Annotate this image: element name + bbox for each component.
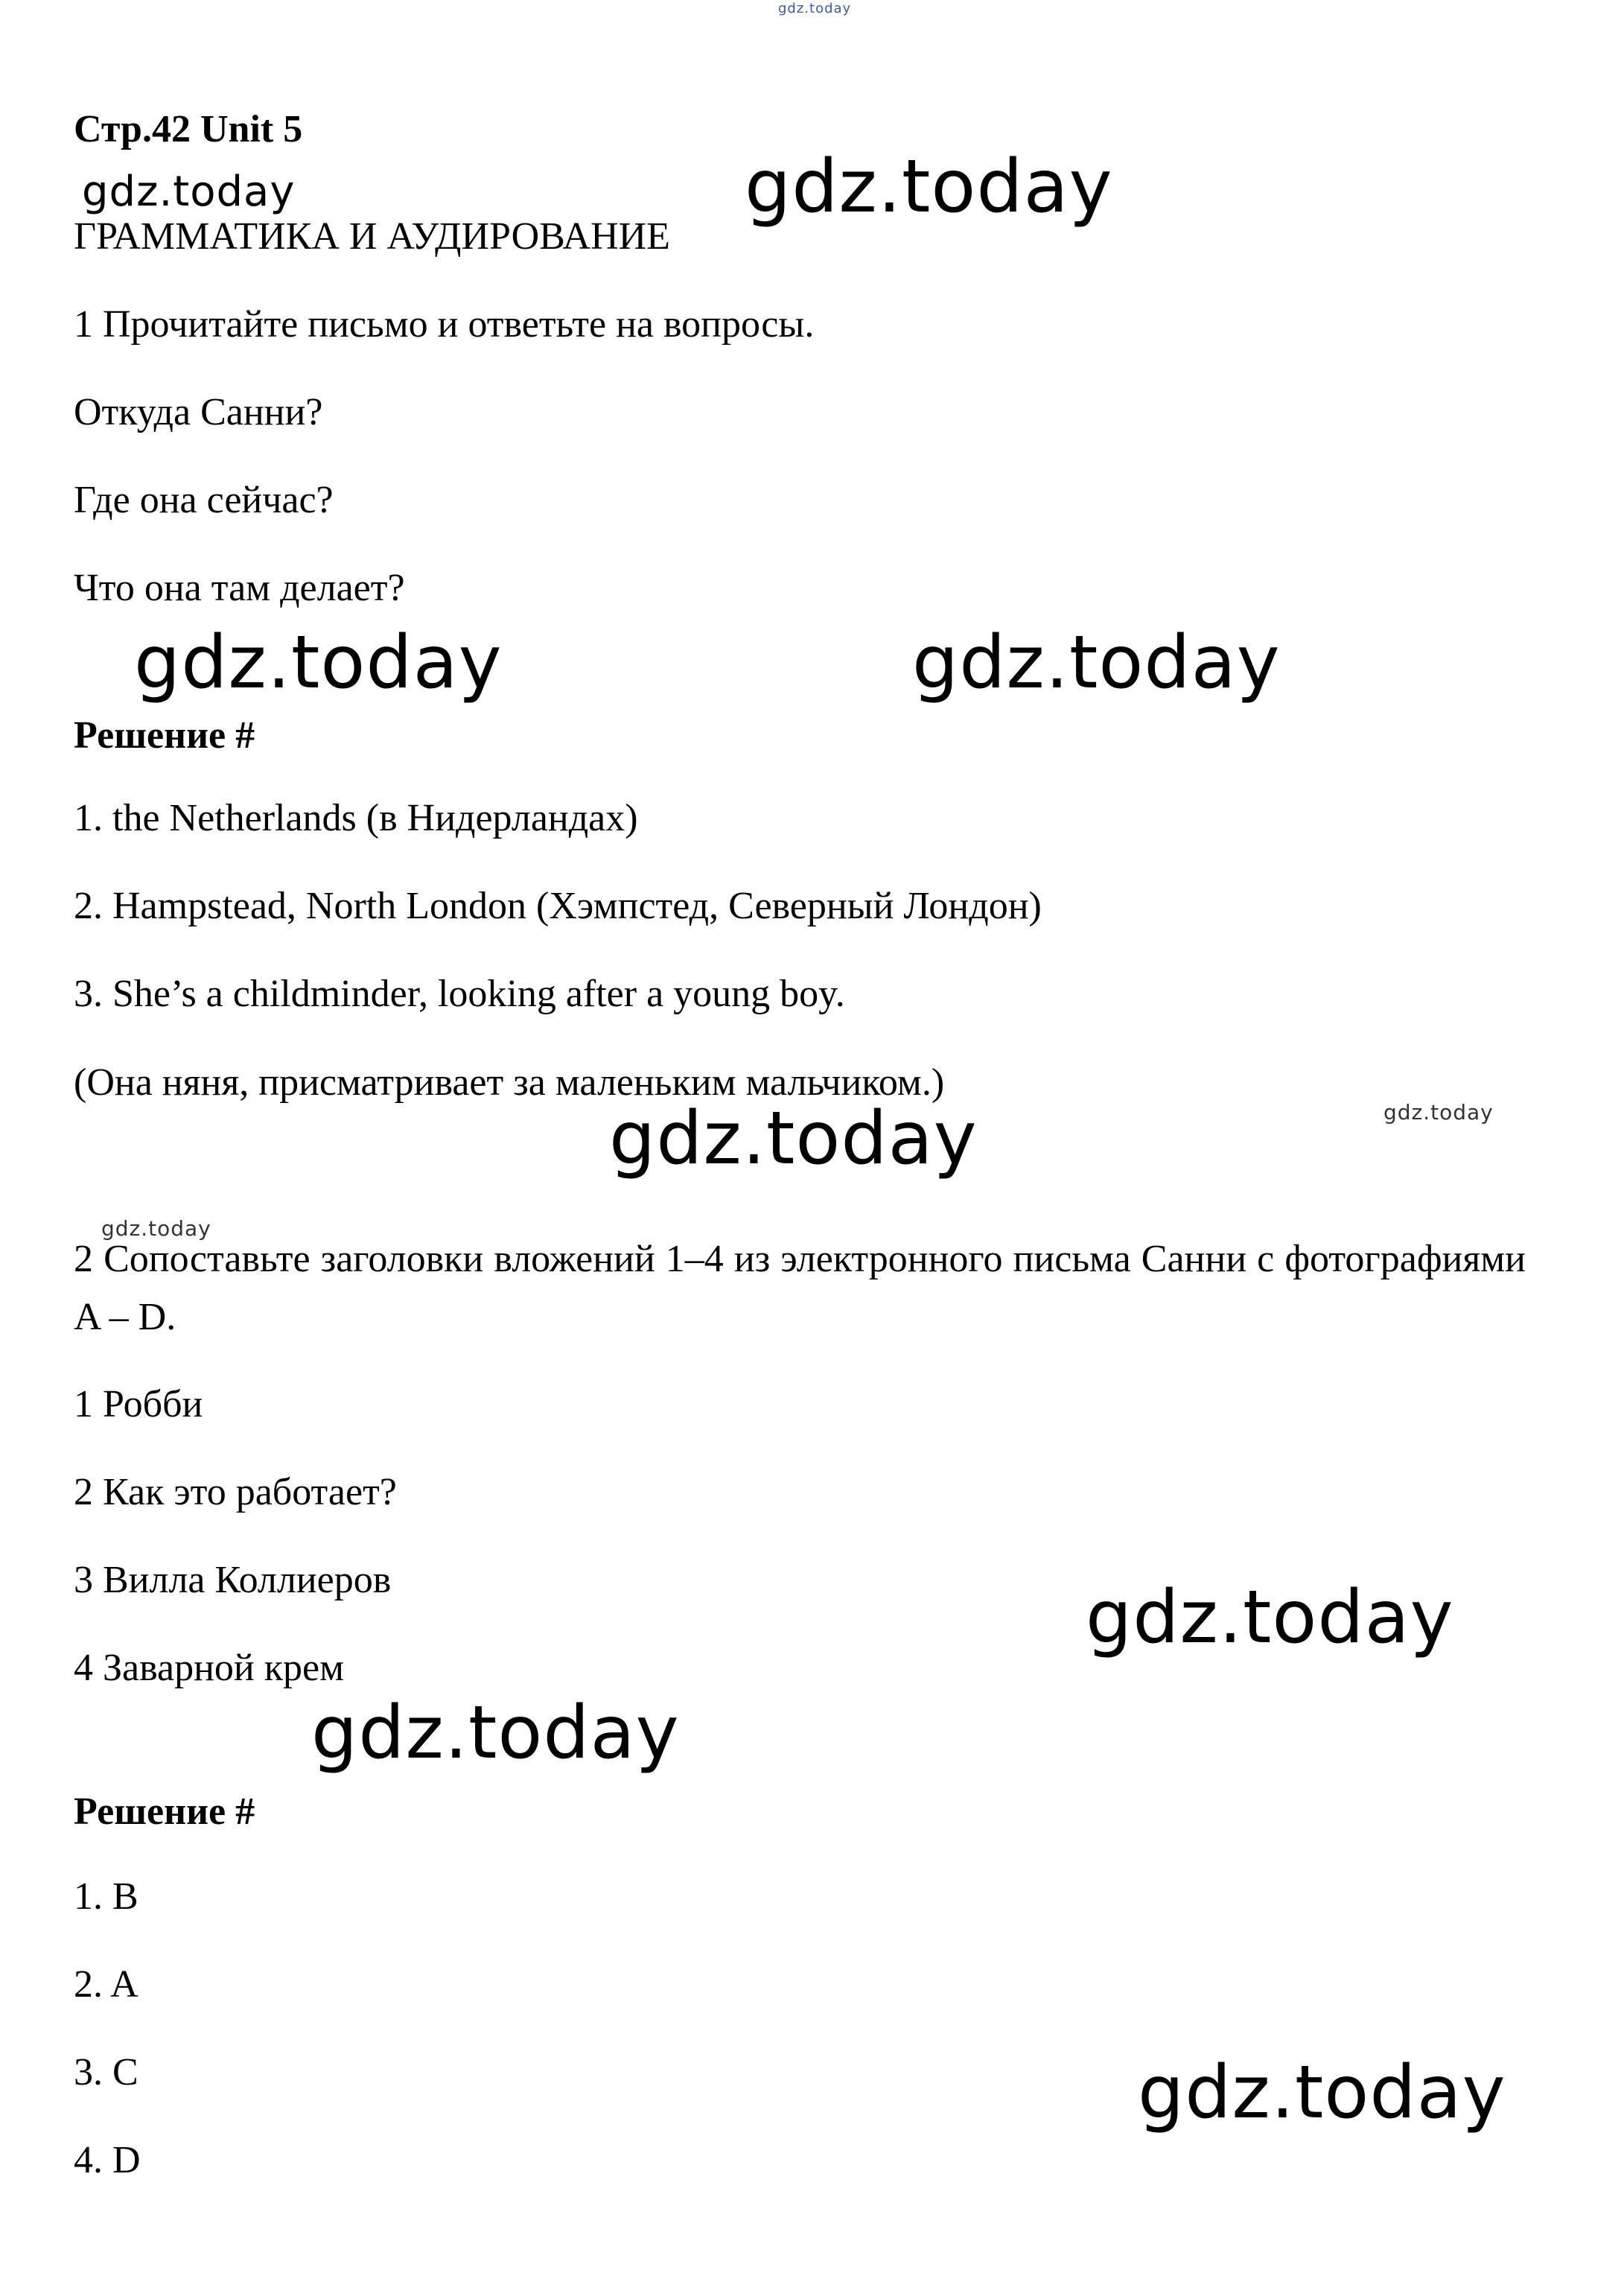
- task1-question-1: Откуда Санни?: [74, 391, 323, 433]
- task1-answer-3-translation: (Она няня, присматривает за маленьким мальчиком.): [74, 1061, 945, 1104]
- watermark: gdz.today: [82, 168, 296, 216]
- task1-answer-2: 2. Hampstead, North London (Хэмпстед, Северный Лондон): [74, 885, 1042, 927]
- task1-solution-label: Решение #: [74, 714, 255, 757]
- task2-item-3: 3 Вилла Коллиеров: [74, 1559, 392, 1601]
- task1-answer-3: 3. She’s a childminder, looking after a young boy.: [74, 973, 845, 1015]
- task1-answer-1: 1. the Netherlands (в Нидерландах): [74, 797, 638, 839]
- watermark: gdz.today: [912, 620, 1281, 705]
- task2-solution-label: Решение #: [74, 1790, 255, 1833]
- task1-question-3: Что она там делает?: [74, 567, 405, 609]
- task2-item-1: 1 Робби: [74, 1383, 203, 1425]
- watermark: gdz.today: [1086, 1575, 1454, 1660]
- watermark: gdz.today: [1383, 1100, 1494, 1125]
- section-heading: ГРАММАТИКА И АУДИРОВАНИЕ: [74, 215, 670, 258]
- task2-answer-4: 4. D: [74, 2139, 141, 2181]
- task2-answer-2: 2. A: [74, 1963, 138, 2006]
- watermark: gdz.today: [101, 1216, 211, 1241]
- task2-item-4: 4 Заварной крем: [74, 1647, 344, 1689]
- watermark-top: gdz.today: [778, 1, 852, 16]
- page-title: Стр.42 Unit 5: [74, 108, 303, 150]
- task2-instruction: 2 Сопоставьте заголовки вложений 1–4 из электронного письма Санни с фотографиями A – D.: [74, 1238, 1526, 1338]
- watermark: gdz.today: [609, 1096, 978, 1181]
- task2-answer-3: 3. C: [74, 2051, 138, 2094]
- task1-question-2: Где она сейчас?: [74, 479, 334, 521]
- watermark: gdz.today: [311, 1691, 680, 1776]
- task2-item-2: 2 Как это работает?: [74, 1471, 397, 1513]
- watermark: gdz.today: [745, 144, 1113, 229]
- watermark: gdz.today: [134, 620, 503, 705]
- task2-answer-1: 1. B: [74, 1875, 138, 1918]
- watermark: gdz.today: [1138, 2050, 1506, 2135]
- task1-instruction: 1 Прочитайте письмо и ответьте на вопросы.: [74, 303, 815, 346]
